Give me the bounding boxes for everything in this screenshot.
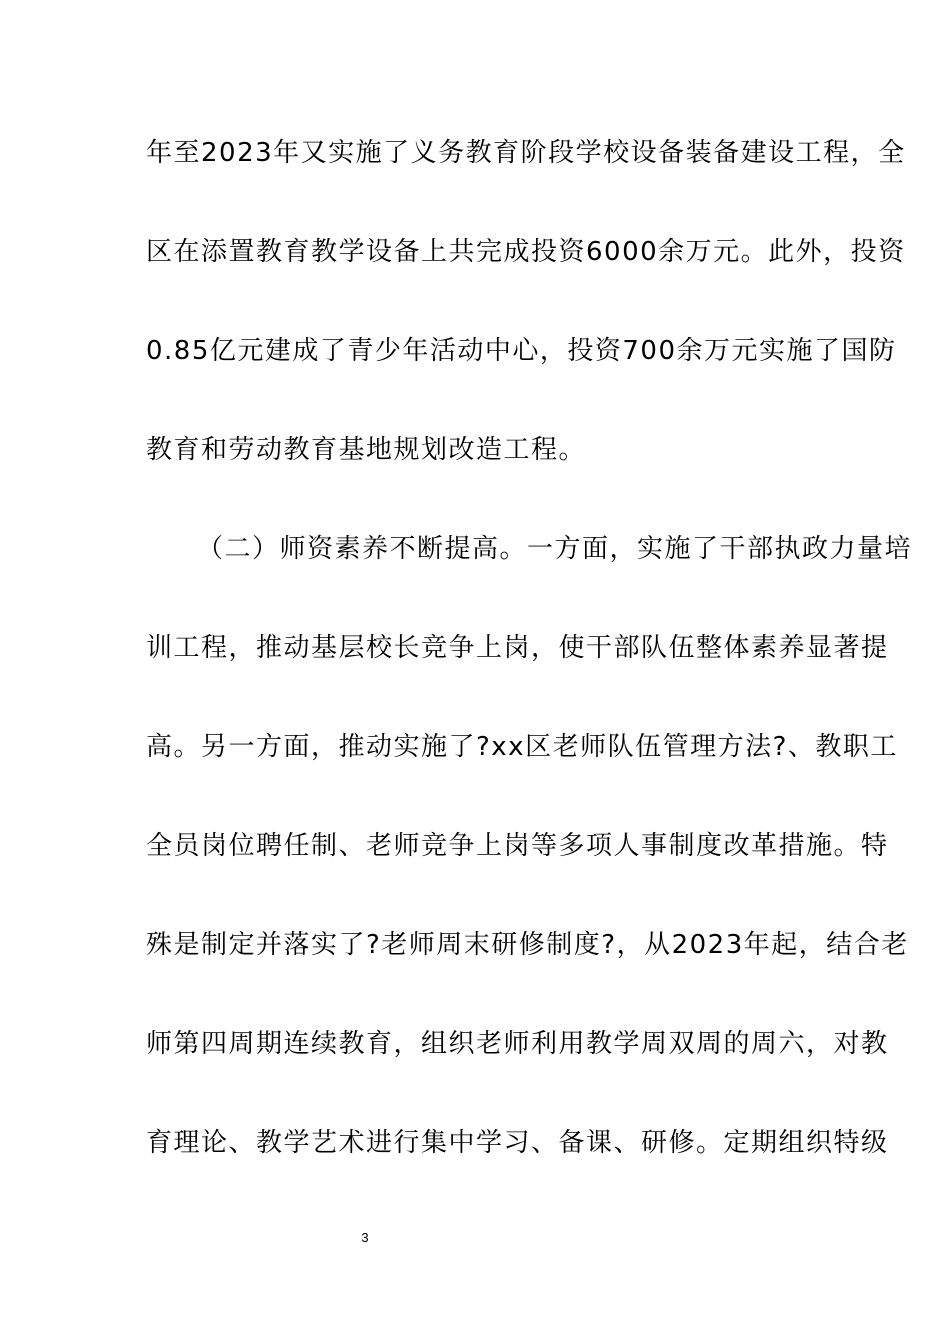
- page-number: 3: [361, 1230, 369, 1245]
- paragraph-1-line-1: 年至2023年又实施了义务教育阶段学校设备装备建设工程，全: [146, 138, 906, 168]
- paragraph-2-line-1: （二）师资素养不断提高。一方面，实施了干部执政力量培: [197, 534, 913, 564]
- paragraph-2-line-2: 训工程，推动基层校长竞争上岗，使干部队伍整体素养显著提: [146, 633, 889, 663]
- paragraph-2-line-4: 全员岗位聘任制、老师竞争上岗等多项人事制度改革措施。特: [146, 831, 889, 861]
- paragraph-2-line-3: 高。另一方面，推动实施了?xx区老师队伍管理方法?、教职工: [146, 732, 898, 762]
- paragraph-1-line-4: 教育和劳动教育基地规划改造工程。: [146, 435, 587, 465]
- paragraph-1-line-2: 区在添置教育教学设备上共完成投资6000余万元。此外，投资: [146, 237, 906, 267]
- paragraph-1-line-3: 0.85亿元建成了青少年活动中心，投资700余万元实施了国防: [146, 336, 897, 366]
- paragraph-2-line-5: 殊是制定并落实了?老师周末研修制度?，从2023年起，结合老: [146, 930, 909, 960]
- paragraph-2-line-6: 师第四周期连续教育，组织老师利用教学周双周的周六，对教: [146, 1029, 889, 1059]
- paragraph-2-line-7: 育理论、教学艺术进行集中学习、备课、研修。定期组织特级: [146, 1128, 889, 1158]
